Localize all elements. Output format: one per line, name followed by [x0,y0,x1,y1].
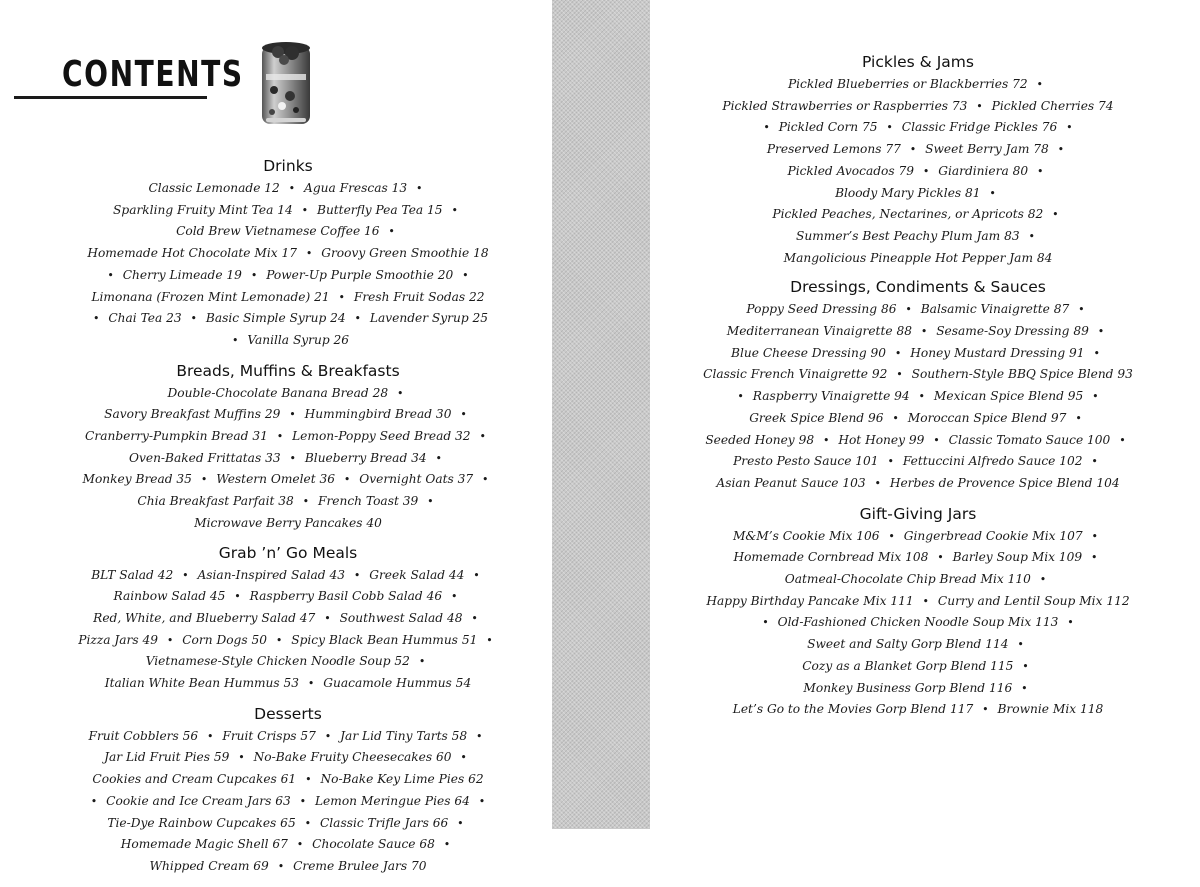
bullet-separator: • [388,225,395,239]
toc-entry: Southern-Style BBQ Spice Blend 93 [911,367,1133,382]
toc-entry: Lemon-Poppy Seed Bread 32 [292,429,471,444]
bullet-separator: • [190,312,197,326]
toc-entry: Bloody Mary Pickles 81 [835,185,981,200]
toc-entry: Mexican Spice Blend 95 [933,389,1084,404]
bullet-separator: • [305,247,313,261]
toc-entry: Homemade Cornbread Mix 108 [733,550,929,565]
bullet-separator: • [166,633,174,647]
bullet-separator: • [450,590,458,604]
toc-entry: Blueberry Bread 34 [304,450,427,465]
toc-entry: Moroccan Spice Blend 97 [907,410,1067,425]
toc-entry: Happy Birthday Pancake Mix 111 [706,593,914,608]
bullet-separator: • [976,99,983,113]
section-gifts [690,504,1146,721]
toc-entry: Barley Soup Mix 109 [952,550,1083,565]
bullet-separator: • [1097,325,1105,339]
toc-entry: Mediterranean Vinaigrette 88 [726,324,912,339]
bullet-separator: • [1067,616,1074,630]
bullet-separator: • [182,568,189,582]
toc-entry: Sesame-Soy Dressing 89 [936,324,1089,339]
bullet-separator: • [918,390,926,404]
toc-entry: Rainbow Salad 45 [113,589,226,604]
bullet-separator: • [307,677,315,691]
bullet-separator: • [762,616,769,630]
bullet-separator: • [922,594,930,608]
bullet-separator: • [234,590,241,604]
bullet-separator: • [933,433,940,447]
toc-entry: Savory Breakfast Muffins 29 [104,407,281,422]
bullet-separator: • [892,411,899,425]
bullet-separator: • [435,451,443,465]
bullet-separator: • [1052,208,1059,222]
toc-entry: Pickled Avocados 79 [787,163,914,178]
bullet-separator: • [486,633,493,647]
toc-entry: Guacamole Hummus 54 [323,676,472,691]
bullet-separator: • [989,186,996,200]
toc-entry: Agua Frescas 13 [304,181,408,195]
bullet-separator: • [1119,433,1126,447]
bullet-separator: • [238,751,245,765]
bullet-separator: • [343,473,351,487]
bullet-separator: • [874,476,881,490]
toc-entry: Pickled Peaches, Nectarines, or Apricots 82 [772,207,1044,222]
toc-entry: Herbes de Provence Spice Blend 104 [889,475,1120,490]
bullet-separator: • [1022,659,1029,673]
toc-entry: Sparkling Fruity Mint Tea 14 [113,202,293,217]
toc-entry: Jar Lid Tiny Tarts 58 [340,728,468,743]
bullet-separator: • [90,794,98,808]
bullet-separator: • [305,773,312,787]
toc-entry: Giardiniera 80 [938,163,1029,178]
toc-entry: Pickled Cherries 74 [991,98,1114,113]
bullet-separator: • [763,121,770,135]
bullet-separator: • [887,455,894,469]
mason-jar-photo [256,40,316,128]
bullet-separator: • [905,303,912,317]
bullet-separator: • [1091,455,1098,469]
bullet-separator: • [896,368,903,382]
bullet-separator: • [304,816,312,830]
toc-entry: Poppy Seed Dressing 86 [746,302,897,317]
toc-entry: Southwest Salad 48 [339,610,463,625]
toc-entry: Chai Tea 23 [108,311,182,326]
toc-entry: Seeded Honey 98 [705,432,815,447]
toc-entry: Tie-Dye Rainbow Cupcakes 65 [107,815,296,830]
left-column [60,156,516,887]
section-heading: Pickles & Jams [862,53,974,71]
toc-entry: Blue Cheese Dressing 90 [731,345,887,360]
bullet-separator: • [476,729,483,743]
bullet-separator: • [302,495,310,509]
bullet-separator: • [479,430,486,444]
bullet-separator: • [1028,229,1035,243]
entry-list [86,726,491,878]
toc-entry: Asian Peanut Sauce 103 [716,475,866,490]
toc-entry: Fruit Cobblers 56 [88,728,199,743]
bullet-separator: • [937,551,944,565]
section-heading: Drinks [263,157,313,175]
toc-entry: Red, White, and Blueberry Salad 47 [93,610,316,625]
bullet-separator: • [200,473,208,487]
bullet-separator: • [353,568,361,582]
toc-entry: M&M’s Cookie Mix 106 [732,528,880,543]
toc-entry: Classic Fridge Pickles 76 [901,120,1058,135]
bullet-separator: • [451,203,458,217]
entry-list [718,74,1118,268]
toc-entry: Mangolicious Pineapple Hot Pepper Jam 84 [783,250,1053,265]
toc-entry: Honey Mustard Dressing 91 [910,345,1085,360]
toc-entry: Let’s Go to the Movies Gorp Blend 117 [732,702,974,717]
toc-entry: Butterfly Pea Tea 15 [316,202,443,217]
bullet-separator: • [1075,411,1082,425]
bullet-separator: • [324,611,331,625]
right-page [650,0,1200,829]
toc-entry: Basic Simple Syrup 24 [205,311,346,326]
toc-entry: Gingerbread Cookie Mix 107 [903,528,1083,543]
bullet-separator: • [289,451,296,465]
section-heading: Grab ’n’ Go Meals [218,543,358,562]
toc-entry: Classic Tomato Sauce 100 [948,432,1111,447]
toc-entry: Vietnamese-Style Chicken Noodle Soup 52 [145,654,410,669]
bullet-separator: • [1092,390,1099,404]
bullet-separator: • [289,408,296,422]
bullet-separator: • [482,473,489,487]
bullet-separator: • [231,333,239,347]
toc-entry: Raspberry Vinaigrette 94 [752,389,910,404]
title-underline [14,96,207,99]
right-column [690,52,1146,730]
toc-entry: Monkey Bread 35 [82,472,192,487]
bullet-separator: • [460,751,467,765]
toc-entry: Spicy Black Bean Hummus 51 [291,632,478,647]
toc-entry: Asian-Inspired Salad 43 [197,567,345,582]
toc-entry: Oven-Baked Frittatas 33 [128,450,281,465]
toc-entry: Hot Honey 99 [838,432,925,447]
bullet-separator: • [1078,303,1085,317]
toc-entry: Power-Up Purple Smoothie 20 [266,267,454,282]
toc-entry: Cookies and Cream Cupcakes 61 [92,772,297,787]
bullet-separator: • [1039,573,1047,587]
bullet-separator: • [1036,78,1044,91]
bullet-separator: • [324,729,332,743]
toc-entry: Sweet Berry Jam 78 [925,142,1049,157]
bullet-separator: • [275,633,283,647]
section-pickles [690,52,1146,268]
toc-entry: Overnight Oats 37 [359,472,474,487]
toc-entry: Curry and Lentil Soup Mix 112 [937,593,1130,608]
toc-entry: Groovy Green Smoothie 18 [321,246,489,261]
bullet-separator: • [922,164,930,178]
bullet-separator: • [396,386,404,400]
toc-entry: Cookie and Ice Cream Jars 63 [106,793,291,808]
section-heading: Dressings, Condiments & Sauces [790,278,1046,297]
bullet-separator: • [1093,346,1100,360]
entry-list [86,178,491,352]
bullet-separator: • [471,611,478,625]
toc-entry: Cozy as a Blanket Gorp Blend 115 [802,658,1014,673]
section-breads [60,361,516,534]
bullet-separator: • [301,203,309,217]
toc-entry: Balsamic Vinaigrette 87 [920,302,1070,317]
toc-entry: Cherry Limeade 19 [122,267,242,282]
toc-entry: Old-Fashioned Chicken Noodle Soup Mix 113 [777,615,1059,630]
bullet-separator: • [277,859,285,873]
toc-entry: Lavender Syrup 25 [369,311,489,326]
bullet-separator: • [299,794,307,808]
toc-entry: Italian White Bean Hummus 53 [104,676,300,691]
toc-entry: Lemon Meringue Pies 64 [314,793,470,808]
toc-entry: Cold Brew Vietnamese Coffee 16 [176,224,380,239]
entry-list [693,299,1143,494]
toc-entry: Chia Breakfast Parfait 38 [137,494,294,509]
toc-entry: Fresh Fruit Sodas 22 [353,289,485,304]
toc-entry: Vanilla Syrup 26 [247,332,350,347]
toc-entry: Limonana (Frozen Mint Lemonade) 21 [91,289,330,304]
bullet-separator: • [1091,551,1098,565]
bullet-separator: • [1036,164,1044,178]
section-heading: Desserts [254,704,322,723]
section-heading: Breads, Muffins & Breakfasts [176,361,400,380]
toc-entry: Western Omelet 36 [216,472,335,487]
toc-entry: Double-Chocolate Banana Bread 28 [167,385,389,400]
bullet-separator: • [288,182,296,195]
toc-entry: Greek Salad 44 [369,567,465,582]
bullet-separator: • [276,430,284,444]
toc-entry: Whipped Cream 69 [149,858,269,873]
section-grab [60,543,516,695]
bullet-separator: • [296,838,304,852]
toc-entry: French Toast 39 [318,494,419,509]
bullet-separator: • [920,325,928,339]
bullet-separator: • [1066,121,1073,135]
bullet-separator: • [92,312,100,326]
bullet-separator: • [1057,143,1065,157]
bullet-separator: • [894,346,902,360]
toc-entry: Pickled Corn 75 [778,120,878,135]
toc-entry: Homemade Magic Shell 67 [120,837,288,852]
bullet-separator: • [478,794,486,808]
toc-entry: Microwave Berry Pancakes 40 [194,515,382,530]
bullet-separator: • [416,182,423,195]
toc-entry: Greek Spice Blend 96 [749,410,884,425]
toc-entry: Presto Pesto Sauce 101 [733,454,879,469]
section-drinks [60,156,516,352]
contents-title-block [14,52,244,102]
toc-entry: Jar Lid Fruit Pies 59 [104,750,230,765]
bullet-separator: • [338,290,345,304]
toc-entry: Homemade Hot Chocolate Mix 17 [87,246,297,261]
bullet-separator: • [427,495,434,509]
bullet-separator: • [462,268,469,282]
section-dressings [690,277,1146,494]
toc-entry: Pickled Strawberries or Raspberries 73 [722,98,968,113]
bullet-separator: • [418,655,426,669]
bullet-separator: • [460,408,467,422]
toc-entry: Summer’s Best Peachy Plum Jam 83 [796,228,1020,243]
toc-entry: Classic Trifle Jars 66 [319,815,449,830]
bullet-separator: • [473,568,480,582]
bullet-separator: • [1017,638,1024,652]
entry-list [78,383,498,534]
bullet-separator: • [107,268,114,282]
bullet-separator: • [909,143,917,157]
toc-entry: No-Bake Key Lime Pies 62 [320,772,484,787]
bullet-separator: • [1021,681,1028,695]
toc-entry: Cranberry-Pumpkin Bread 31 [85,429,268,444]
bullet-separator: • [886,121,893,135]
toc-entry: Brownie Mix 118 [997,702,1104,717]
toc-entry: Pizza Jars 49 [78,632,158,647]
section-desserts [60,704,516,878]
bullet-separator: • [982,703,989,717]
toc-entry: Oatmeal-Chocolate Chip Bread Mix 110 [784,572,1031,587]
toc-entry: Preserved Lemons 77 [766,142,901,157]
toc-entry: No-Bake Fruity Cheesecakes 60 [253,750,452,765]
toc-entry: Fruit Crisps 57 [222,728,316,743]
toc-entry: Classic Lemonade 12 [148,181,280,195]
toc-entry: Chocolate Sauce 68 [312,837,435,852]
bullet-separator: • [354,312,362,326]
bullet-separator: • [443,838,451,852]
bullet-separator: • [822,433,830,447]
toc-entry: Hummingbird Bread 30 [304,407,452,422]
bullet-separator: • [737,390,744,404]
bullet-separator: • [457,816,464,830]
toc-entry: Sweet and Salty Gorp Blend 114 [807,637,1009,652]
center-gutter [552,0,650,829]
page-title: CONTENTS [62,54,244,95]
entry-list [703,526,1133,721]
toc-entry: Classic French Vinaigrette 92 [703,367,888,382]
entry-list [73,565,503,695]
bullet-separator: • [1091,529,1099,543]
toc-entry: Creme Brulee Jars 70 [293,858,427,873]
toc-entry: Fettuccini Alfredo Sauce 102 [902,454,1083,469]
toc-entry: Pickled Blueberries or Blackberries 72 [787,77,1028,91]
toc-entry: BLT Salad 42 [91,567,174,582]
toc-entry: Corn Dogs 50 [182,632,267,647]
bullet-separator: • [207,729,214,743]
section-heading: Gift-Giving Jars [859,504,977,523]
left-page [0,0,552,873]
bullet-separator: • [250,268,258,282]
toc-entry: Monkey Business Gorp Blend 116 [803,680,1013,695]
toc-entry: Raspberry Basil Cobb Salad 46 [249,589,443,604]
bullet-separator: • [888,529,895,543]
